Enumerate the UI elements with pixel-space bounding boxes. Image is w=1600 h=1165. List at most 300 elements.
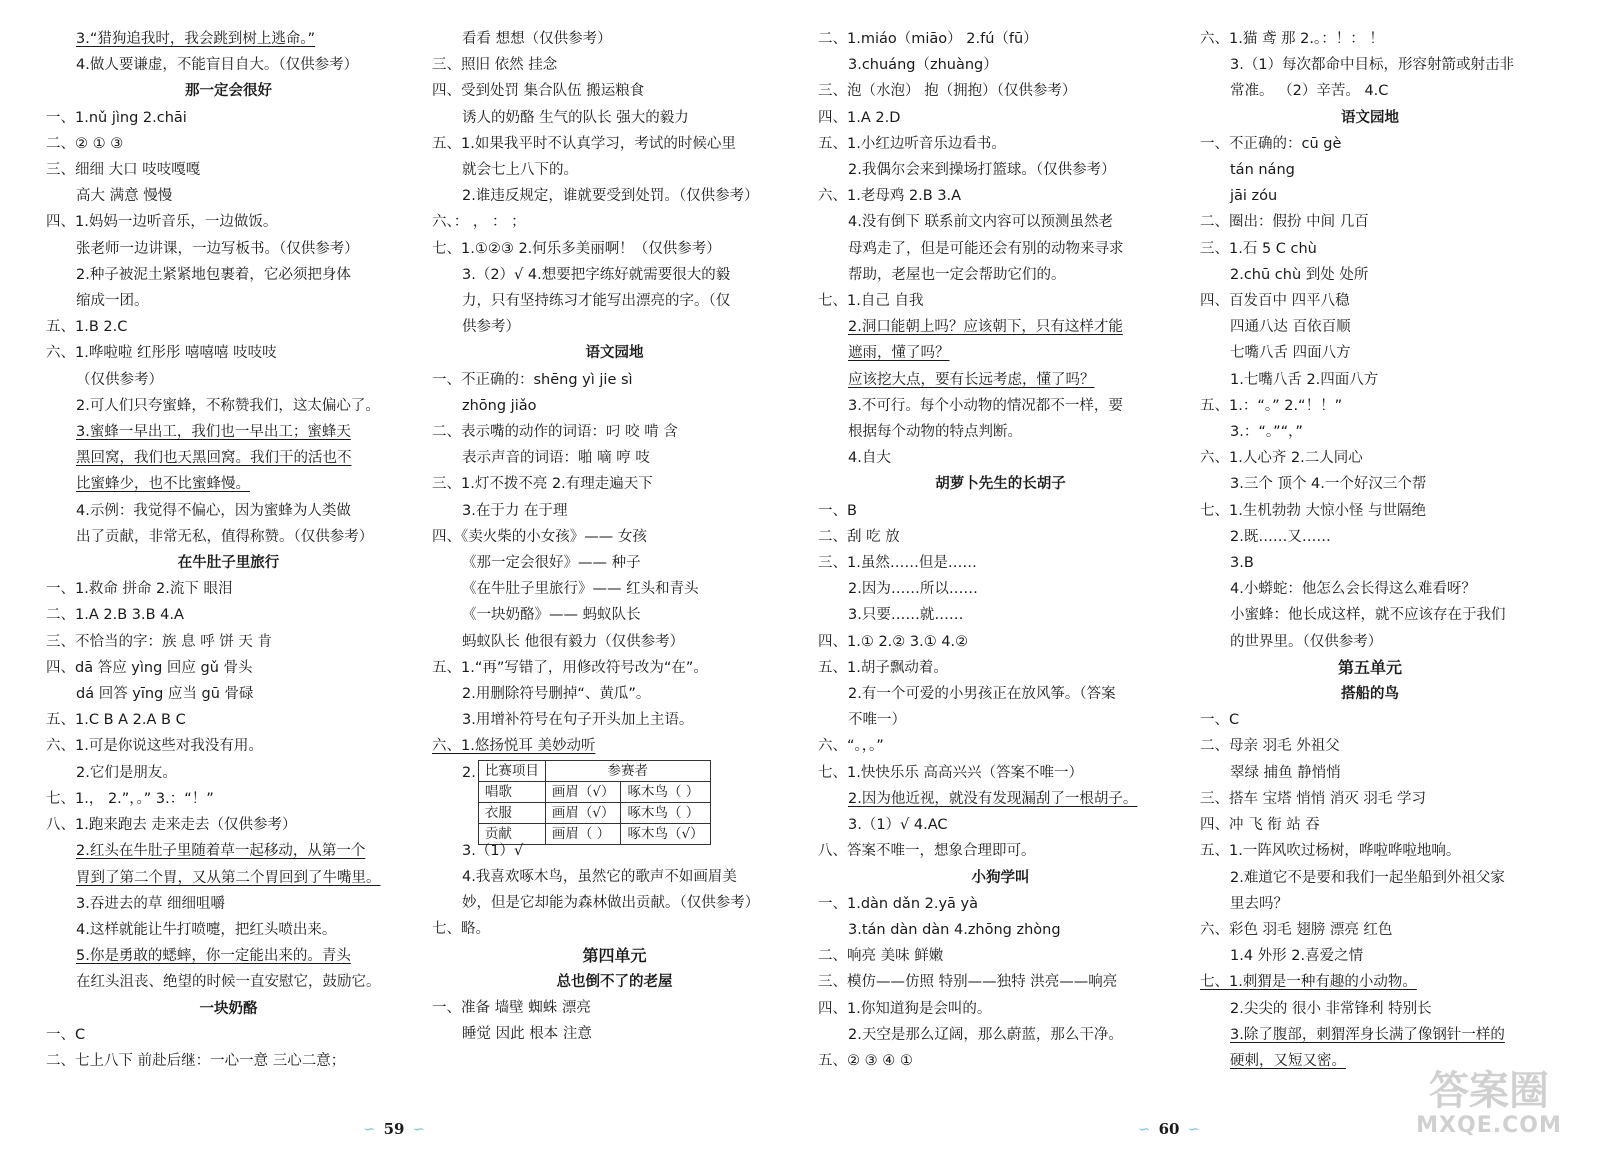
answer-text: 4.做人要谦虚，不能盲目自大。（仅供参考） [76, 57, 359, 74]
answer-line [1200, 236, 1540, 262]
answer-text: 3.tán dàn dàn 4.zhōng zhòng [848, 921, 1061, 938]
answer-line [432, 131, 797, 157]
answer-text: 3.只要……就…… [848, 607, 964, 624]
answer-text: 六、彩色 羽毛 翅膀 漂亮 红色 [1200, 921, 1393, 938]
answer-text: 搭船的鸟 [1341, 686, 1399, 703]
answer-text: 二、1.miáo（miāo） 2.fú（fū） [818, 31, 1038, 47]
answer-text: 一、1.dàn dǎn 2.yā yà [818, 895, 978, 912]
answer-text: 在牛肚子里旅行 [177, 555, 280, 572]
answer-text: 三、照旧 依然 挂念 [432, 57, 558, 74]
answer-line [1200, 865, 1540, 891]
answer-line [46, 498, 411, 524]
answer-line [818, 445, 1183, 471]
answer-text: 3.（1）√ 4.AC [848, 817, 948, 834]
answer-text: 2.天空是那么辽阔，那么蔚蓝，那么干净。 [848, 1026, 1123, 1043]
answer-line [1200, 367, 1540, 393]
answer-text: 遮雨，懂了吗？ [848, 345, 950, 362]
table-cell: 啄木鸟（ ） [621, 802, 710, 823]
answer-text: 3.蜜蜂一早出工，我们也一早出工；蜜蜂天 [76, 424, 351, 441]
answer-text: 帮助，老屋也一定会帮助它们的。 [848, 266, 1066, 283]
answer-text: 七、1.①②③ 2.何乐多美丽啊！（仅供参考） [432, 240, 721, 257]
answer-text: 八、1.跑来跑去 走来走去（仅供参考） [46, 817, 297, 834]
answer-text: 3.“猎狗追我时，我会跳到树上逃命。” [76, 31, 316, 47]
answer-line [432, 681, 797, 707]
answer-line [46, 812, 411, 838]
answer-line [46, 707, 411, 733]
answer-line [1200, 812, 1540, 838]
column-4 [1200, 26, 1540, 1074]
answer-line [818, 52, 1183, 78]
answer-text: 2.因为他近视，就没有发现漏刮了一根胡子。 [848, 790, 1138, 807]
answer-text: 4.示例：我觉得不偏心，因为蜜蜂为人类做 [76, 502, 351, 519]
answer-text: 五、1.：“。” 2.“！！” [1200, 397, 1343, 414]
answer-line [432, 236, 797, 262]
answer-line [432, 262, 797, 288]
answer-line [1200, 917, 1540, 943]
answer-line [1200, 26, 1540, 52]
answer-text: 4.自大 [848, 450, 891, 467]
answer-line [46, 236, 411, 262]
answer-text: 六、“。，。” [818, 738, 884, 755]
answer-text: 四、冲 飞 衔 站 吞 [1200, 817, 1320, 834]
answer-text: 应该挖大点，要有长远考虑，懂了吗？ [848, 371, 1095, 388]
answer-line [818, 105, 1183, 131]
answer-text: 不唯一） [848, 712, 906, 729]
section-heading [46, 78, 411, 104]
answer-line [818, 733, 1183, 759]
answer-line [432, 655, 797, 681]
answer-line [818, 419, 1183, 445]
answer-text: 七、1.刺猬是一种有趣的小动物。 [1200, 974, 1417, 991]
answer-line [46, 969, 411, 995]
answer-text: 四、dā 答应 yìng 回应 gǔ 骨头 [46, 659, 253, 676]
answer-line [46, 26, 411, 52]
answer-text: 三、模仿——仿照 特别——独特 洪亮——响亮 [818, 974, 1118, 991]
answer-line [818, 498, 1183, 524]
answer-line [818, 681, 1183, 707]
answer-line [432, 367, 797, 393]
answer-text: 二、表示嘴的动作的词语：叼 咬 啃 含 [432, 424, 678, 441]
answer-text: 一块奶酪 [199, 1000, 258, 1017]
answer-line [818, 969, 1183, 995]
page-number-right: ∽ 60 ∽ [1138, 1120, 1201, 1138]
answer-line [1200, 314, 1540, 340]
answer-text: 胡萝卜先生的长胡子 [935, 476, 1066, 493]
answer-text: 一、不正确的：cū gè [1200, 135, 1342, 152]
answer-line [1200, 183, 1540, 209]
watermark-line1: 答案圈 [1429, 1068, 1549, 1114]
answer-line [46, 524, 411, 550]
answer-line [1200, 393, 1540, 419]
answer-line [432, 209, 797, 235]
answer-line [1200, 1022, 1540, 1048]
answer-text: 五、1.C B A 2.A B C [46, 712, 186, 729]
answer-text: 《那一定会很好》—— 种子 [462, 555, 641, 572]
answer-line [46, 681, 411, 707]
answer-line [46, 105, 411, 131]
answer-line [1200, 838, 1540, 864]
answer-text: 胃到了第二个胃，又从第二个胃回到了牛嘴里。 [76, 869, 381, 886]
column-2 [432, 26, 797, 1047]
answer-line [1200, 576, 1540, 602]
answer-line [1200, 891, 1540, 917]
answer-text: 2.谁违反规定，谁就要受到处罚。（仅供参考） [462, 188, 759, 205]
answer-text: 3.用增补符号在句子开头加上主语。 [462, 712, 694, 729]
answer-text: 四、1.妈妈一边听音乐，一边做饭。 [46, 214, 278, 231]
answer-text: 二、母亲 羽毛 外祖父 [1200, 738, 1340, 755]
answer-text: 3.三个 顶个 4.一个好汉三个帮 [1230, 476, 1427, 493]
answer-line [1200, 288, 1540, 314]
answer-text: 里去吗？ [1230, 895, 1288, 912]
section-heading [818, 471, 1183, 497]
answer-text: 一、不正确的：shēng yì jie sì [432, 371, 633, 388]
answer-line [818, 367, 1183, 393]
section-heading [432, 943, 797, 969]
answer-text: 硬刺，又短又密。 [1230, 1052, 1346, 1069]
answer-line [818, 760, 1183, 786]
answer-line [1200, 471, 1540, 497]
answer-text: 七、1.快快乐乐 高高兴兴（答案不唯一） [818, 764, 1083, 781]
answer-text: 五、1.B 2.C [46, 319, 128, 336]
answer-text: 黑回窝，我们也天黑回窝。我们干的活也不 [76, 450, 352, 467]
answer-line [46, 157, 411, 183]
answer-line [46, 865, 411, 891]
table-cell: 画眉（ ） [545, 823, 621, 844]
answer-line [1200, 340, 1540, 366]
answer-text: 语文园地 [585, 345, 644, 362]
answer-text: 一、1.救命 拼命 2.流下 眼泪 [46, 581, 233, 598]
answer-line [46, 314, 411, 340]
answer-text: 的世界里。（仅供参考） [1230, 633, 1383, 650]
answer-text: 五、1.一阵风吹过杨树，哗啦哗啦地响。 [1200, 843, 1461, 860]
answer-text: 三、1.石 5 C chù [1200, 240, 1317, 257]
answer-line [818, 209, 1183, 235]
answer-line [1200, 209, 1540, 235]
answer-text: 三、搭车 宝塔 悄悄 消灭 羽毛 学习 [1200, 790, 1427, 807]
answer-text: 3.吞进去的草 细细咀嚼 [76, 895, 225, 912]
answer-text: 根据每个动物的特点判断。 [848, 424, 1022, 441]
answer-line [818, 655, 1183, 681]
answer-line [818, 78, 1183, 104]
answer-line [432, 78, 797, 104]
answer-line [432, 157, 797, 183]
answer-line [818, 236, 1183, 262]
answer-line [46, 891, 411, 917]
answer-text: 4.这样就能让牛打喷嚏，把红头喷出来。 [76, 921, 337, 938]
answer-line [46, 288, 411, 314]
answer-text: 表示声音的词语：啪 嘀 哼 吱 [462, 450, 650, 467]
answer-text: 力，只有坚持练习才能写出漂亮的字。（仅 [462, 293, 731, 310]
answer-line [432, 183, 797, 209]
answer-text: 2.红头在牛肚子里随着草一起移动，从第一个 [76, 843, 366, 860]
answer-text: 3.（2）√ 4.想要把字练好就需要很大的毅 [462, 266, 731, 283]
answer-line [818, 550, 1183, 576]
answer-text: 张老师一边讲课，一边写板书。（仅供参考） [76, 240, 359, 257]
answer-text: 就会七上八下的。 [462, 162, 578, 179]
answer-line [818, 262, 1183, 288]
answer-line [818, 524, 1183, 550]
section-heading [432, 969, 797, 995]
answer-text: 七、略。 [432, 921, 490, 938]
competition-table [478, 760, 711, 845]
answer-text: 在红头沮丧、绝望的时候一直安慰它，鼓励它。 [76, 974, 381, 991]
answer-text: 5.你是勇敢的蟋蟀，你一定能出来的。青头 [76, 948, 351, 965]
answer-line [432, 995, 797, 1021]
answer-text: 七嘴八舌 四面八方 [1230, 345, 1351, 362]
answer-text: 常准。 （2）辛苦。 4.C [1230, 83, 1389, 100]
answer-text: 2.因为……所以…… [848, 581, 978, 598]
answer-text: 八、答案不唯一，想象合理即可。 [818, 843, 1036, 860]
answer-line [432, 471, 797, 497]
answer-text: 五、1.小红边听音乐边看书。 [818, 135, 1006, 152]
answer-text: 六、1.哗啦啦 红彤彤 嘻嘻嘻 吱吱吱 [46, 345, 277, 362]
answer-line [46, 183, 411, 209]
answer-text: 4.小蟒蛇：他怎么会长得这么难看呀？ [1230, 581, 1476, 598]
answer-text: 2.既……又…… [1230, 528, 1331, 545]
answer-line [46, 419, 411, 445]
answer-line [46, 655, 411, 681]
answer-line [46, 917, 411, 943]
answer-line [432, 890, 797, 916]
answer-text: 六、1.人心齐 2.二人同心 [1200, 450, 1363, 467]
table-row [478, 781, 710, 802]
answer-line [818, 917, 1183, 943]
answer-line [1200, 524, 1540, 550]
answer-line [818, 629, 1183, 655]
answer-text: 比蜜蜂少，也不比蜜蜂慢。 [76, 476, 250, 493]
table-cell: 啄木鸟（√） [621, 823, 710, 844]
table-cell: 贡献 [478, 823, 545, 844]
answer-text: 一、C [1200, 712, 1240, 729]
answer-line [432, 1021, 797, 1047]
answer-text: 四通八达 百依百顺 [1230, 319, 1351, 336]
answer-line [1200, 707, 1540, 733]
answer-line [432, 393, 797, 419]
answer-line [432, 445, 797, 471]
answer-line [46, 838, 411, 864]
answer-text: tán náng [1230, 162, 1295, 179]
answer-line [432, 707, 797, 733]
answer-text: 3.除了腹部，刺猬浑身长满了像钢针一样的 [1230, 1026, 1505, 1043]
table-header-cell: 参赛者 [545, 760, 710, 781]
answer-text: 供参考） [462, 319, 520, 336]
answer-line [46, 393, 411, 419]
answer-line [1200, 52, 1540, 78]
answer-text: 五、1.如果我平时不认真学习，考试的时候心里 [432, 135, 736, 152]
table-cell: 衣服 [478, 802, 545, 823]
answer-text: 五、② ③ ④ ① [818, 1052, 913, 1069]
answer-line [46, 367, 411, 393]
answer-line [46, 1022, 411, 1048]
answer-text: 七、1.， 2.”，。” 3.：“！” [46, 790, 214, 807]
answer-line [1200, 550, 1540, 576]
answer-text: 小狗学叫 [971, 869, 1030, 886]
answer-line [46, 340, 411, 366]
answer-line [818, 131, 1183, 157]
answer-line [432, 288, 797, 314]
answer-text: 第五单元 [1337, 657, 1402, 677]
answer-line [432, 733, 797, 759]
answer-text: 四、百发百中 四平八稳 [1200, 293, 1350, 310]
table-header-cell: 比赛项目 [478, 760, 545, 781]
answer-text: 3.不可行。每个小动物的情况都不一样，要 [848, 397, 1123, 414]
answer-line [432, 576, 797, 602]
answer-text: 翠绿 捕鱼 静悄悄 [1230, 764, 1341, 781]
answer-text: zhōng jiǎo [462, 397, 537, 414]
answer-line [1200, 996, 1540, 1022]
answer-line [818, 838, 1183, 864]
column-3 [818, 26, 1183, 1074]
answer-line [1200, 445, 1540, 471]
answer-line [1200, 262, 1540, 288]
table-label: 2. [462, 764, 476, 781]
answer-text: 3.chuáng（zhuàng） [848, 57, 998, 74]
answer-text: 2.尖尖的 很小 非常锋利 特别长 [1230, 1000, 1432, 1017]
answer-line [818, 602, 1183, 628]
answer-text: 四、受到处罚 集合队伍 搬运粮食 [432, 83, 645, 100]
answer-text: 六、1.可是你说这些对我没有用。 [46, 738, 263, 755]
comparison-table [432, 760, 797, 842]
answer-text: 4.没有倒下 联系前文内容可以预测虽然老 [848, 214, 1113, 231]
answer-line [432, 314, 797, 340]
answer-line [432, 629, 797, 655]
table-header-row [478, 760, 710, 781]
answer-line [46, 209, 411, 235]
answer-text: 一、1.nǔ jìng 2.chāi [46, 109, 187, 126]
answer-text: 七、1.自己 自我 [818, 293, 924, 310]
answer-line [432, 105, 797, 131]
answer-text: 三、1.虽然……但是…… [818, 555, 977, 572]
answer-line [1200, 602, 1540, 628]
answer-text: 六、： ， ： ； [432, 214, 526, 231]
page-number-right-text: 60 [1158, 1120, 1180, 1138]
answer-text: 总也倒不了的老屋 [556, 973, 673, 990]
answer-text: 3.在于力 在于理 [462, 502, 568, 519]
answer-text: 四、1.A 2.D [818, 109, 901, 126]
answer-text: 3.（1）每次都命中目标，形容射箭或射击非 [1230, 57, 1515, 74]
answer-line [818, 288, 1183, 314]
answer-line [1200, 733, 1540, 759]
answer-text: 2.chū chù 到处 处所 [1230, 266, 1369, 283]
page-number-left-text: 59 [383, 1120, 405, 1138]
answer-line [1200, 131, 1540, 157]
answer-text: 4.我喜欢啄木鸟，虽然它的歌声不如画眉美 [462, 868, 737, 885]
answer-line [818, 157, 1183, 183]
answer-text: 第四单元 [582, 945, 647, 965]
answer-line [432, 550, 797, 576]
answer-text: 一、准备 墙壁 蜘蛛 漂亮 [432, 999, 591, 1016]
answer-line [46, 471, 411, 497]
answer-text: 妙，但是它却能为森林做出贡献。（仅供参考） [462, 895, 760, 912]
answer-line [818, 812, 1183, 838]
answer-line [818, 1048, 1183, 1074]
answer-text: 3.B [1230, 555, 1254, 572]
answer-line [46, 602, 411, 628]
answer-text: 六、1.悠扬悦耳 美妙动听 [432, 738, 596, 755]
answer-text: 二、刮 吃 放 [818, 528, 900, 545]
answer-text: 五、1.“再”写错了，用修改符号改为“在”。 [432, 659, 708, 676]
answer-line [432, 26, 797, 52]
answer-text: 那一定会很好 [185, 83, 272, 100]
answer-line [432, 864, 797, 890]
answer-text: 2.难道它不是要和我们一起坐船到外祖父家 [1230, 869, 1505, 886]
answer-text: 2.洞口能朝上吗？应该朝下，只有这样才能 [848, 319, 1123, 336]
answer-text: 高大 满意 慢慢 [76, 188, 173, 205]
answer-text: 2.用删除符号删掉“、黄瓜”。 [462, 686, 651, 703]
answer-text: 2.种子被泥土紧紧地包裹着，它必须把身体 [76, 266, 351, 283]
answer-text: 看看 想想（仅供参考） [462, 31, 612, 47]
answer-line [46, 760, 411, 786]
answer-text: jāi zóu [1230, 188, 1278, 205]
answer-text: 一、B [818, 502, 857, 519]
table-cell: 画眉（√） [545, 802, 621, 823]
column-1 [46, 26, 411, 1074]
answer-text: 二、1.A 2.B 3.B 4.A [46, 607, 184, 624]
answer-line [1200, 760, 1540, 786]
section-heading [1200, 655, 1540, 681]
table-cell: 唱歌 [478, 781, 545, 802]
answer-line [818, 183, 1183, 209]
answer-text: 《在牛肚子里旅行》—— 红头和青头 [462, 581, 699, 598]
answer-line [46, 733, 411, 759]
answer-text: 睡觉 因此 根本 注意 [462, 1026, 592, 1043]
answer-line [432, 498, 797, 524]
answer-text: 二、响亮 美味 鲜嫩 [818, 948, 944, 965]
answer-line [1200, 629, 1540, 655]
answer-text: 四、1.① 2.② 3.① 4.② [818, 633, 969, 650]
answer-text: 三、泡（水泡） 抱（拥抱）（仅供参考） [818, 83, 1077, 100]
answer-text: 《一块奶酪》—— 蚂蚁队长 [462, 607, 641, 624]
section-heading [1200, 681, 1540, 707]
answer-line [818, 314, 1183, 340]
answer-line [432, 419, 797, 445]
section-heading [46, 996, 411, 1022]
answer-line [46, 52, 411, 78]
answer-text: 四、《卖火柴的小女孩》—— 女孩 [432, 528, 647, 545]
answer-text: 小蜜蜂：他长成这样，就不应该存在于我们 [1230, 607, 1506, 624]
section-heading [46, 550, 411, 576]
answer-text: 出了贡献，非常无私，值得称赞。（仅供参考） [76, 528, 374, 545]
answer-line [818, 26, 1183, 52]
answer-text: 语文园地 [1341, 109, 1399, 126]
answer-text: 诱人的奶酪 生气的队长 强大的毅力 [462, 109, 689, 126]
answer-text: 1.七嘴八舌 2.四面八方 [1230, 371, 1379, 388]
answer-text: 六、1.猫 鸢 那 2.。：！： ！ [1200, 31, 1384, 47]
answer-line [46, 262, 411, 288]
answer-line [1200, 943, 1540, 969]
answer-line [46, 131, 411, 157]
answer-text: 三、1.灯不拨不亮 2.有理走遍天下 [432, 476, 653, 493]
answer-line [818, 786, 1183, 812]
answer-text: 缩成一团。 [76, 293, 149, 310]
answer-text: 六、1.老母鸡 2.B 3.A [818, 188, 962, 205]
answer-line [818, 576, 1183, 602]
answer-line [432, 52, 797, 78]
answer-line [818, 707, 1183, 733]
answer-text: （仅供参考） [76, 371, 163, 388]
answer-line [818, 891, 1183, 917]
answer-line [1200, 969, 1540, 995]
answer-line [46, 943, 411, 969]
section-heading [1200, 105, 1540, 131]
section-heading [818, 865, 1183, 891]
answer-line [46, 786, 411, 812]
answer-line [818, 340, 1183, 366]
answer-text: 2.我偶尔会来到操场打篮球。（仅供参考） [848, 162, 1116, 179]
answer-text: 七、1.生机勃勃 大惊小怪 与世隔绝 [1200, 502, 1427, 519]
watermark-line2: MXQE.COM [1416, 1113, 1562, 1138]
answer-line [818, 996, 1183, 1022]
